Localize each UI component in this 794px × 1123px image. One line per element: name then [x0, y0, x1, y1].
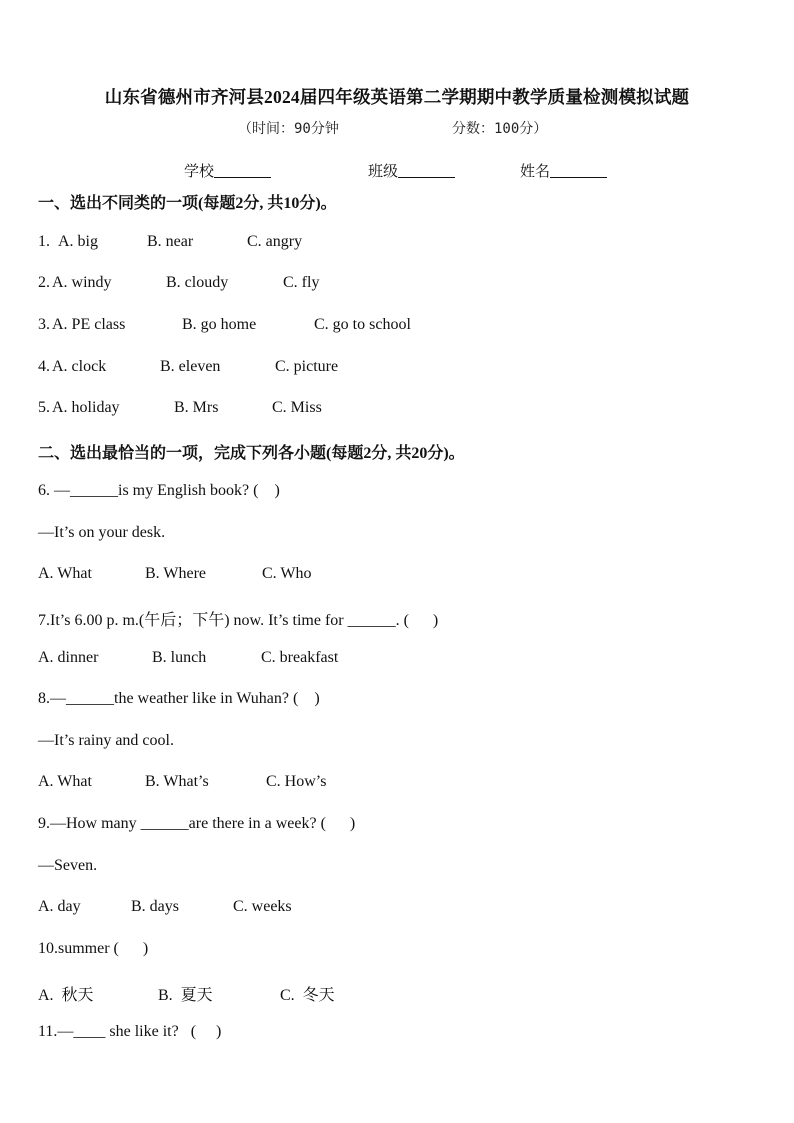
section2-heading: 二、选出最恰当的一项，完成下列各小题(每题2分, 共20分)。 [38, 445, 465, 462]
q2-number: 2. [38, 274, 50, 291]
q2-option-a[interactable]: A. windy [52, 274, 112, 291]
q3-number: 3. [38, 316, 50, 333]
q6-option-a[interactable]: A. What [38, 565, 92, 582]
q7-option-a[interactable]: A. dinner [38, 649, 99, 666]
q9-reply: —Seven. [38, 857, 98, 874]
q1-option-b[interactable]: B. near [147, 233, 194, 250]
name-blank[interactable] [550, 163, 607, 178]
q4-option-b[interactable]: B. eleven [160, 358, 221, 375]
q5-option-c[interactable]: C. Miss [272, 399, 322, 416]
school-label: 学校 [184, 164, 215, 180]
q4-option-a[interactable]: A. clock [52, 358, 107, 375]
q2-option-b[interactable]: B. cloudy [166, 274, 229, 291]
q5-option-b[interactable]: B. Mrs [174, 399, 219, 416]
q6-option-c[interactable]: C. Who [262, 565, 312, 582]
class-field [368, 160, 455, 181]
q10-stem: 10.summer ( ) [38, 940, 149, 957]
exam-score: 分数：100分） [452, 121, 548, 137]
exam-title: 山东省德州市齐河县2024届四年级英语第二学期期中教学质量检测模拟试题 [104, 87, 690, 107]
class-blank[interactable] [398, 163, 455, 178]
q8-option-b[interactable]: B. What’s [145, 773, 209, 790]
q5-option-a[interactable]: A. holiday [52, 399, 120, 416]
q4-number: 4. [38, 358, 50, 375]
q1-number: 1. [38, 233, 50, 250]
q10-option-c[interactable]: C. 冬天 [280, 987, 335, 1004]
school-field [184, 160, 271, 181]
q10-option-a[interactable]: A. 秋天 [38, 987, 94, 1004]
q8-option-a[interactable]: A. What [38, 773, 92, 790]
q6-stem: 6. —______is my English book? ( ) [38, 482, 280, 499]
name-field [520, 160, 607, 181]
q7-stem: 7.It’s 6.00 p. m.(午后；下午) now. It’s time for ______. ( ) [38, 612, 439, 629]
q4-option-c[interactable]: C. picture [275, 358, 339, 375]
name-label: 姓名 [520, 164, 551, 180]
q10-option-b[interactable]: B. 夏天 [158, 987, 213, 1004]
q6-option-b[interactable]: B. Where [145, 565, 207, 582]
q8-option-c[interactable]: C. How’s [266, 773, 327, 790]
class-label: 班级 [368, 164, 399, 180]
q9-option-c[interactable]: C. weeks [233, 898, 292, 915]
q8-reply: —It’s rainy and cool. [38, 732, 174, 749]
q7-option-b[interactable]: B. lunch [152, 649, 207, 666]
q9-stem: 9.—How many ______are there in a week? ( ) [38, 815, 356, 832]
q7-option-c[interactable]: C. breakfast [261, 649, 339, 666]
q3-option-b[interactable]: B. go home [182, 316, 257, 333]
q11-stem: 11.—____ she like it? ( ) [38, 1023, 222, 1040]
q1-option-a[interactable]: A. big [58, 233, 98, 250]
q2-option-c[interactable]: C. fly [283, 274, 320, 291]
q1-option-c[interactable]: C. angry [247, 233, 303, 250]
q8-stem: 8.—______the weather like in Wuhan? ( ) [38, 690, 320, 707]
q9-option-b[interactable]: B. days [131, 898, 179, 915]
q6-reply: —It’s on your desk. [38, 524, 166, 541]
exam-time: （时间：90分钟 [238, 121, 339, 137]
q5-number: 5. [38, 399, 50, 416]
q3-option-c[interactable]: C. go to school [314, 316, 411, 333]
school-blank[interactable] [214, 163, 271, 178]
section1-heading: 一、选出不同类的一项(每题2分, 共10分)。 [38, 195, 337, 212]
q3-option-a[interactable]: A. PE class [52, 316, 126, 333]
q9-option-a[interactable]: A. day [38, 898, 81, 915]
